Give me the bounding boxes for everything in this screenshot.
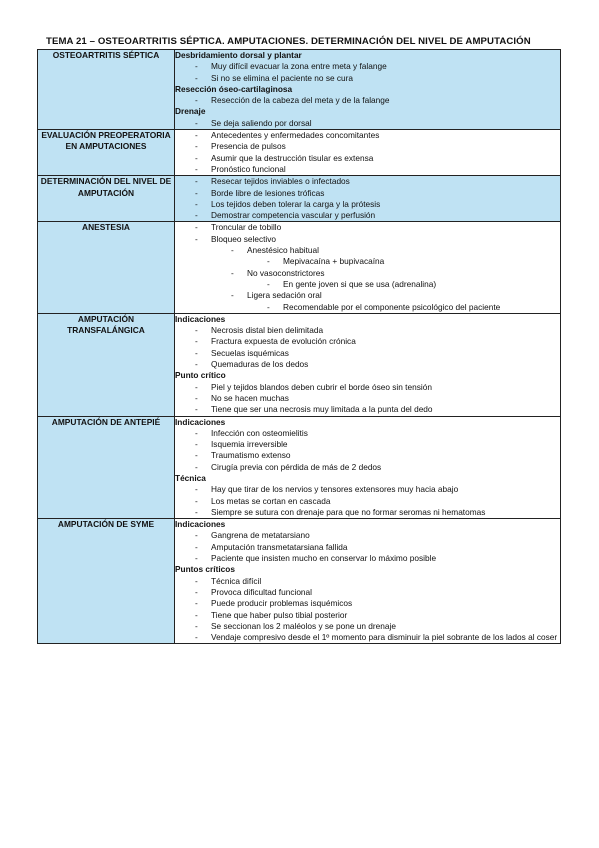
- list-item-text: Hay que tirar de los nervios y tensores extensores muy hacia abajo: [211, 484, 459, 495]
- bullet-dash-icon: -: [195, 187, 198, 198]
- list-item: [175, 621, 560, 632]
- list-item-text: Pronóstico funcional: [211, 163, 286, 174]
- list-item: [175, 290, 560, 301]
- bullet-dash-icon: -: [195, 598, 198, 609]
- list-item: [175, 222, 560, 233]
- list-item: [175, 325, 560, 336]
- bullet-dash-icon: -: [195, 198, 198, 209]
- list-item-text: Los metas se cortan en cascada: [211, 495, 331, 506]
- list-item: [175, 73, 560, 84]
- list-item: [175, 393, 560, 404]
- bullet-dash-icon: -: [195, 141, 198, 152]
- bullet-dash-icon: -: [231, 290, 234, 301]
- list-item-text: Tiene que ser una necrosis muy limitada a la punta del dedo: [211, 404, 433, 415]
- section-label: AMPUTACIÓN DE ANTEPIÉ: [38, 416, 175, 519]
- list-item: [175, 210, 560, 221]
- bullet-dash-icon: -: [267, 301, 270, 312]
- list-item: [175, 302, 560, 313]
- list-item-text: Resección de la cabeza del meta y de la falange: [211, 95, 390, 106]
- list-item-text: Secuelas isquémicas: [211, 347, 289, 358]
- section-label: AMPUTACIÓN DE SYME: [38, 519, 175, 644]
- list-item-text: Puede producir problemas isquémicos: [211, 598, 353, 609]
- list-item: [175, 234, 560, 245]
- bullet-dash-icon: -: [231, 267, 234, 278]
- list-item: [175, 587, 560, 598]
- subheading: Puntos críticos: [175, 564, 235, 575]
- table-row: [38, 519, 561, 644]
- list-item-text: Traumatismo extenso: [211, 450, 291, 461]
- table-row: [38, 50, 561, 130]
- list-item-text: Demostrar competencia vascular y perfusión: [211, 210, 376, 221]
- bullet-dash-icon: -: [195, 632, 198, 643]
- list-item-text: Se deja saliendo por dorsal: [211, 117, 312, 128]
- list-item-text: Bloqueo selectivo: [211, 233, 277, 244]
- bullet-dash-icon: -: [195, 176, 198, 187]
- bullet-dash-icon: -: [195, 575, 198, 586]
- bullet-dash-icon: -: [195, 620, 198, 631]
- bullet-dash-icon: -: [195, 530, 198, 541]
- list-item-text: Asumir que la destrucción tisular es extensa: [211, 152, 374, 163]
- list-item-text: Gangrena de metatarsiano: [211, 530, 310, 541]
- subheading: Técnica: [175, 472, 206, 483]
- list-item: [175, 95, 560, 106]
- list-item: [175, 153, 560, 164]
- list-item-text: No se hacen muchas: [211, 392, 289, 403]
- bullet-dash-icon: -: [195, 233, 198, 244]
- list-item-text: Presencia de pulsos: [211, 141, 286, 152]
- table-row: [38, 416, 561, 519]
- list-item: [175, 199, 560, 210]
- list-item-text: Mepivacaína + bupivacaína: [283, 256, 385, 267]
- section-label: ANESTESIA: [38, 222, 175, 313]
- list-item: [175, 188, 560, 199]
- list-item-text: Vendaje compresivo desde el 1º momento para disminuir la piel sobrante de los lados al coser: [211, 632, 558, 643]
- list-item: [175, 256, 560, 267]
- list-item: [175, 268, 560, 279]
- list-item: [175, 279, 560, 290]
- list-item: [175, 428, 560, 439]
- subheading: Desbridamiento dorsal y plantar: [175, 50, 302, 60]
- bullet-dash-icon: -: [195, 117, 198, 128]
- table-row: [38, 176, 561, 222]
- list-item: [175, 245, 560, 256]
- list-item-text: Provoca dificultad funcional: [211, 586, 313, 597]
- section-content: [175, 222, 561, 313]
- list-item: [175, 348, 560, 359]
- subheading: Indicaciones: [175, 313, 226, 324]
- bullet-dash-icon: -: [267, 256, 270, 267]
- list-item: [175, 130, 560, 141]
- bullet-dash-icon: -: [195, 439, 198, 450]
- bullet-dash-icon: -: [195, 461, 198, 472]
- list-item: [175, 553, 560, 564]
- bullet-dash-icon: -: [195, 336, 198, 347]
- list-item-text: Necrosis distal bien delimitada: [211, 325, 324, 336]
- list-item: [175, 450, 560, 461]
- table-row: [38, 222, 561, 313]
- list-item: [175, 118, 560, 129]
- content-table: [37, 49, 561, 644]
- bullet-dash-icon: -: [195, 427, 198, 438]
- bullet-dash-icon: -: [195, 506, 198, 517]
- list-item-text: Muy difícil evacuar la zona entre meta y falange: [211, 61, 387, 72]
- list-item: [175, 462, 560, 473]
- list-item-text: Tiene que haber pulso tibial posterior: [211, 609, 348, 620]
- list-item: [175, 359, 560, 370]
- bullet-dash-icon: -: [195, 495, 198, 506]
- bullet-dash-icon: -: [195, 359, 198, 370]
- section-content: [175, 176, 561, 222]
- list-item-text: No vasoconstrictores: [247, 267, 325, 278]
- list-item-text: Si no se elimina el paciente no se cura: [211, 72, 354, 83]
- bullet-dash-icon: -: [195, 152, 198, 163]
- bullet-dash-icon: -: [195, 163, 198, 174]
- bullet-dash-icon: -: [195, 553, 198, 564]
- list-item-text: Siempre se sutura con drenaje para que no formar seromas ni hematomas: [211, 506, 486, 517]
- list-item-text: Antecedentes y enfermedades concomitantes: [211, 130, 380, 141]
- bullet-dash-icon: -: [195, 95, 198, 106]
- list-item: [175, 404, 560, 415]
- bullet-dash-icon: -: [195, 392, 198, 403]
- bullet-dash-icon: -: [195, 210, 198, 221]
- list-item: [175, 598, 560, 609]
- list-item-text: Quemaduras de los dedos: [211, 359, 309, 370]
- list-item-text: Fractura expuesta de evolución crónica: [211, 336, 356, 347]
- list-item-text: Amputación transmetatarsiana fallida: [211, 541, 348, 552]
- list-item: [175, 61, 560, 72]
- section-content: [175, 313, 561, 416]
- section-content: [175, 50, 561, 130]
- list-item-text: Recomendable por el componente psicológico del paciente: [283, 301, 501, 312]
- list-item-text: Paciente que insisten mucho en conservar lo máximo posible: [211, 553, 437, 564]
- subheading: Indicaciones: [175, 519, 226, 530]
- section-content: [175, 519, 561, 644]
- list-item: [175, 632, 560, 643]
- list-item-text: En gente joven si que se usa (adrenalina): [283, 278, 437, 289]
- list-item-text: Isquemia irreversible: [211, 439, 288, 450]
- list-item-text: Piel y tejidos blandos deben cubrir el borde óseo sin tensión: [211, 381, 432, 392]
- section-label: DETERMINACIÓN DEL NIVEL DE AMPUTACIÓN: [38, 176, 175, 222]
- list-item: [175, 176, 560, 187]
- section-label: EVALUACIÓN PREOPERATORIA EN AMPUTACIONES: [38, 130, 175, 176]
- list-item-text: Resecar tejidos inviables o infectados: [211, 176, 350, 187]
- list-item: [175, 164, 560, 175]
- subheading: Resección óseo-cartilaginosa: [175, 83, 293, 94]
- section-content: [175, 130, 561, 176]
- list-item: [175, 507, 560, 518]
- list-item-text: Los tejidos deben tolerar la carga y la prótesis: [211, 198, 381, 209]
- bullet-dash-icon: -: [195, 325, 198, 336]
- list-item-text: Técnica difícil: [211, 575, 262, 586]
- table-row: [38, 313, 561, 416]
- bullet-dash-icon: -: [195, 130, 198, 141]
- list-item: [175, 576, 560, 587]
- table-body: [38, 50, 561, 644]
- bullet-dash-icon: -: [195, 381, 198, 392]
- bullet-dash-icon: -: [195, 404, 198, 415]
- subheading: Drenaje: [175, 106, 206, 117]
- list-item: [175, 496, 560, 507]
- list-item: [175, 484, 560, 495]
- list-item-text: Anestésico habitual: [247, 245, 319, 256]
- bullet-dash-icon: -: [195, 586, 198, 597]
- list-item-text: Se seccionan los 2 maléolos y se pone un drenaje: [211, 620, 396, 631]
- bullet-dash-icon: -: [195, 484, 198, 495]
- list-item: [175, 141, 560, 152]
- list-item-text: Troncular de tobillo: [211, 222, 282, 233]
- subheading: Punto crítico: [175, 370, 226, 381]
- bullet-dash-icon: -: [195, 609, 198, 620]
- bullet-dash-icon: -: [195, 222, 198, 233]
- list-item-text: Ligera sedación oral: [247, 290, 322, 301]
- list-item-text: Infección con osteomielitis: [211, 427, 308, 438]
- bullet-dash-icon: -: [195, 61, 198, 72]
- bullet-dash-icon: -: [195, 72, 198, 83]
- subheading: Indicaciones: [175, 416, 226, 427]
- list-item: [175, 610, 560, 621]
- list-item: [175, 382, 560, 393]
- bullet-dash-icon: -: [195, 347, 198, 358]
- section-content: [175, 416, 561, 519]
- list-item-text: Cirugía previa con pérdida de más de 2 dedos: [211, 461, 382, 472]
- page-title: TEMA 21 – OSTEOARTRITIS SÉPTICA. AMPUTACIONES. DETERMINACIÓN DEL NIVEL DE AMPUTACIÓN: [46, 36, 531, 47]
- list-item: [175, 542, 560, 553]
- section-label: OSTEOARTRITIS SÉPTICA: [38, 50, 175, 130]
- list-item-text: Borde libre de lesiones tróficas: [211, 187, 325, 198]
- bullet-dash-icon: -: [231, 245, 234, 256]
- table-row: [38, 130, 561, 176]
- list-item: [175, 336, 560, 347]
- list-item: [175, 530, 560, 541]
- section-label: AMPUTACIÓN TRANSFALÁNGICA: [38, 313, 175, 416]
- list-item: [175, 439, 560, 450]
- bullet-dash-icon: -: [195, 450, 198, 461]
- bullet-dash-icon: -: [267, 278, 270, 289]
- bullet-dash-icon: -: [195, 541, 198, 552]
